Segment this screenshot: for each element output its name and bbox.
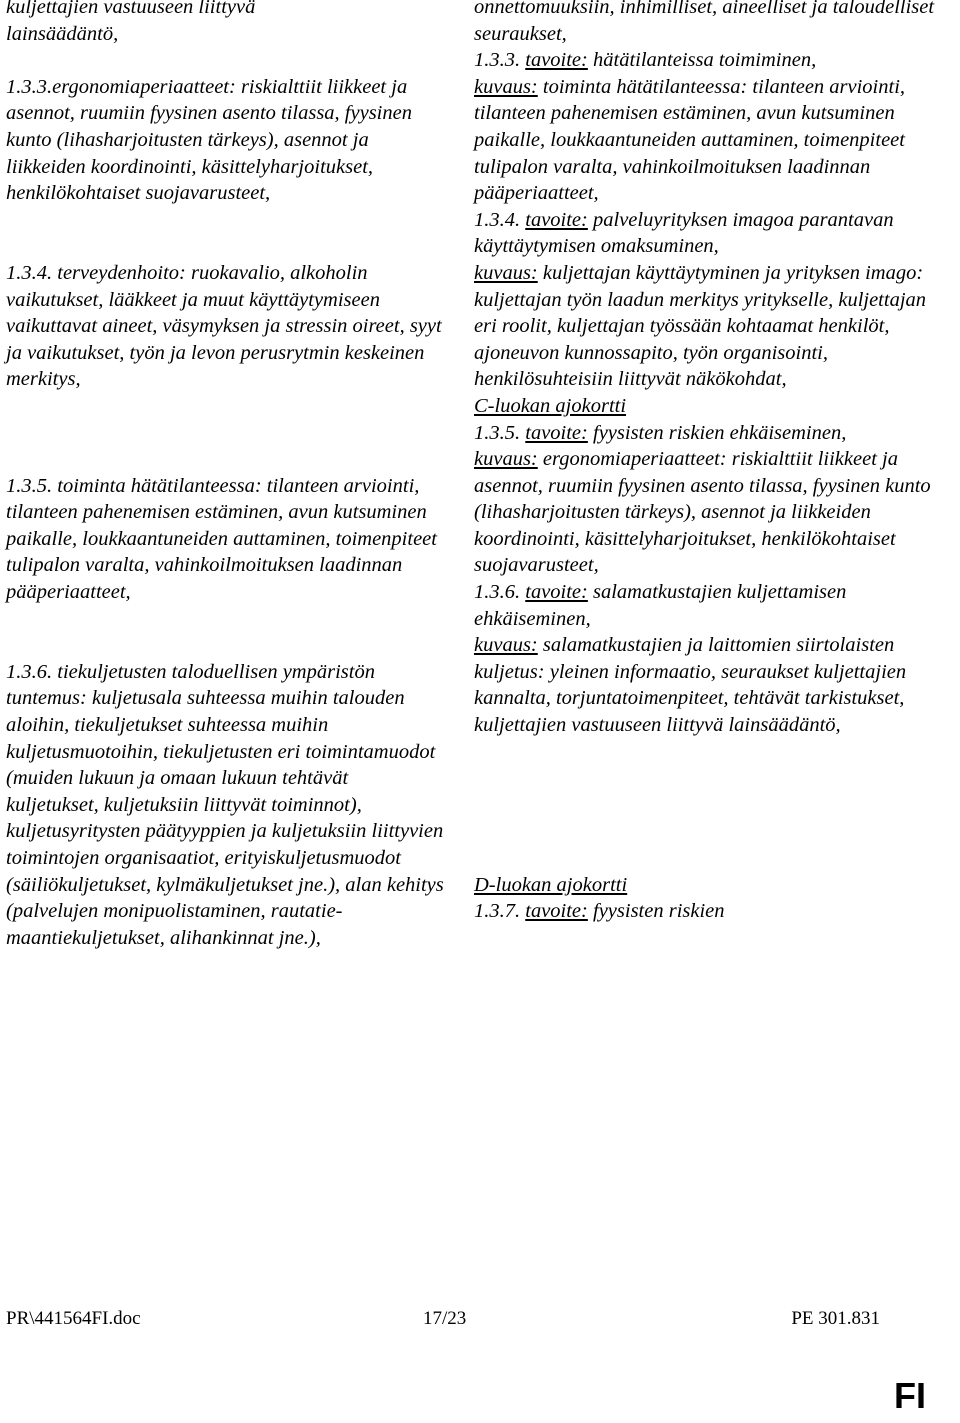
d-license-heading: D-luokan ajokortti (474, 873, 628, 896)
c-license-heading: C-luokan ajokortti (474, 394, 627, 417)
description-text: ergonomiaperiaatteet: riskialttiit liikkeet ja asennot, ruumiin fyysinen asento tilassa, fyysinen kunto (lihasharjoitusten tärkeys), asennot ja liikkeiden koordinointi, käsittelyharjoitukset, henkilökohtaiset suojavarusteet, (474, 448, 931, 577)
language-code: FI (894, 1375, 926, 1416)
item-1-3-3-ergonomics: 1.3.3.ergonomiaperiaatteet: riskialttiit liikkeet ja asennot, ruumiin fyysinen asento tilassa, fyysinen kunto (lihasharjoitusten tärkeys), asennot ja liikkeiden koordinointi, käsittelyharjoitukset, henkilökohtaiset suojavarusteet, (6, 75, 412, 205)
description-text: kuljettajan käyttäytyminen ja yrityksen imago: kuljettajan työn laadun merkitys yritykselle, kuljettajan eri roolit, kuljettajan työssään kohtaamat henkilöt, ajoneuvon kunnossapito, työn organisointi, henkilösuhteisiin liittyvät näkökohdat, (474, 261, 927, 391)
objective-text: salamatkustajien kuljettamisen ehkäiseminen, (474, 581, 847, 630)
kuvaus-label: kuvaus: (474, 448, 538, 471)
description-1-3-6 (474, 632, 944, 738)
document-reference: PR\441564FI.doc (6, 1308, 141, 1329)
item-number: 1.3.5. (474, 421, 521, 444)
kuvaus-label: kuvaus: (474, 634, 538, 657)
right-column (474, 0, 944, 925)
objective-1-3-5 (474, 420, 944, 447)
item-number: 1.3.3. (474, 49, 521, 72)
objective-text: palveluyrityksen imagoa parantavan käyttäytymisen omaksuminen, (474, 208, 894, 258)
left-column (6, 0, 446, 951)
objective-1-3-7 (474, 898, 944, 925)
objective-text: fyysisten riskien (593, 900, 725, 923)
tavoite-label: tavoite: (525, 900, 588, 923)
objective-text: fyysisten riskien ehkäiseminen, (593, 421, 847, 444)
objective-1-3-4 (474, 207, 944, 260)
objective-text: hätätilanteissa toimiminen, (593, 49, 817, 72)
description-1-3-3 (474, 74, 944, 207)
kuvaus-label: kuvaus: (474, 75, 538, 98)
item-number: 1.3.7. (474, 900, 521, 923)
pe-reference: PE 301.831 (791, 1308, 880, 1329)
tavoite-label: tavoite: (525, 49, 588, 72)
item-number: 1.3.6. (474, 581, 521, 604)
tavoite-label: tavoite: (525, 581, 588, 604)
tavoite-label: tavoite: (525, 208, 588, 231)
right-fragment: onnettomuuksiin, inhimilliset, aineelliset ja taloudelliset seuraukset, (474, 0, 935, 45)
objective-1-3-6 (474, 579, 944, 632)
description-text: salamatkustajien ja laittomien siirtolaisten kuljetus: yleinen informaatio, seuraukset kuljettajien kannalta, torjuntatoimenpiteet, tehtävät tarkistukset, kuljettajien vastuuseen liittyvä lainsäädäntö, (474, 634, 907, 737)
item-1-3-4-health: 1.3.4. terveydenhoito: ruokavalio, alkoholin vaikutukset, lääkkeet ja muut käyttäytymiseen vaikuttavat aineet, väsymyksen ja stressin oireet, syyt ja vaikutukset, työn ja levon perusrytmin keskeinen merkitys, (6, 261, 442, 391)
left-fragment-line1: kuljettajien vastuuseen liittyvä (6, 0, 256, 18)
kuvaus-label: kuvaus: (474, 261, 538, 284)
left-fragment-line2: lainsäädäntö, (6, 22, 119, 45)
page-number: 17/23 (423, 1308, 467, 1329)
description-1-3-5 (474, 446, 944, 579)
item-number: 1.3.4. (474, 208, 521, 231)
item-1-3-5-emergency: 1.3.5. toiminta hätätilanteessa: tilanteen arviointi, tilanteen pahenemisen estäminen, avun kutsuminen paikalle, loukkaantuneiden auttaminen, toimenpiteet tulipalon varalta, vahinkoilmoituksen laadinnan pääperiaatteet, (6, 474, 437, 604)
description-text: toiminta hätätilanteessa: tilanteen arviointi, tilanteen pahenemisen estäminen, avun kutsuminen paikalle, loukkaantuneiden auttaminen, toimenpiteet tulipalon varalta, vahinkoilmoituksen laadinnan pääperiaatteet, (474, 75, 906, 205)
description-1-3-4 (474, 260, 944, 393)
objective-1-3-3 (474, 47, 944, 74)
tavoite-label: tavoite: (525, 421, 588, 444)
item-1-3-6-economic-environment: 1.3.6. tiekuljetusten taloduellisen ympäristön tuntemus: kuljetusala suhteessa muihin talouden aloihin, tiekuljetukset suhteessa muihin kuljetusmuotoihin, tiekuljetusten eri toimintamuodot (muiden lukuun ja omaan lukuun tehtävät kuljetukset, kuljetuksiin liittyvät toiminnot), kuljetusyritysten päätyyppien ja kuljetuksiin liittyvien toimintojen organisaatiot, erityiskuljetusmuodot (säiliökuljetukset, kylmäkuljetukset jne.), alan kehitys (palvelujen monipuolistaminen, rautatie-maantiekuljetukset, alihankinnat jne.), (6, 660, 444, 949)
